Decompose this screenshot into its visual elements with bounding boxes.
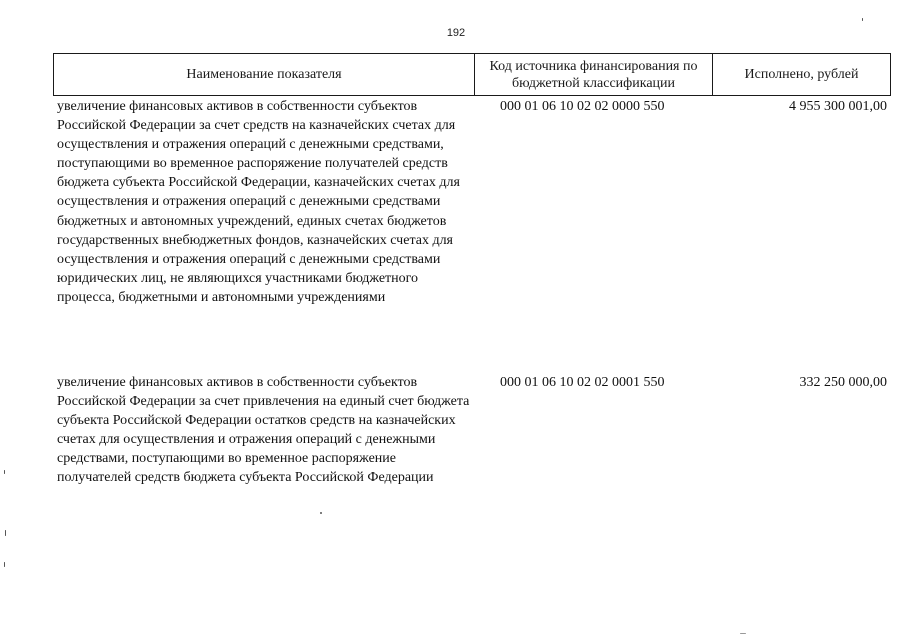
column-header-name: Наименование показателя xyxy=(54,54,475,95)
scan-speck xyxy=(4,470,5,474)
scan-speck xyxy=(320,512,322,514)
scan-speck xyxy=(4,562,5,567)
page-number: 192 xyxy=(446,27,466,39)
scan-speck xyxy=(740,633,746,634)
row-code: 000 01 06 10 02 02 0001 550 xyxy=(500,375,665,390)
scan-speck xyxy=(862,18,863,21)
scan-speck xyxy=(5,530,6,536)
row-description: увеличение финансовых активов в собственности субъектов Российской Федерации за счет средств на казначейских счетах для осуществления и отражения операций с денежными средствами, поступающими во временное распоряжение получателей средств бюджета субъекта Российской Федерации, казначейских счетах для осуществления и отражения операций с денежными средствами бюджетных и автономных учреждений, единых счетах бюджетов государственных внебюджетных фондов, казначейских счетах для осуществления и отражения операций с денежными средствами юридических лиц, не являющихся участниками бюджетного процесса, бюджетными и автономными учреждениями xyxy=(57,99,460,305)
column-header-executed: Исполнено, рублей xyxy=(744,67,859,82)
table-header xyxy=(53,53,891,96)
row-amount: 4 955 300 001,00 xyxy=(789,99,887,114)
row-description: увеличение финансовых активов в собственности субъектов Российской Федерации за счет привлечения на единый счет бюджета субъекта Российской Федерации остатков средств на казначейских счетах для осуществления и отражения операций с денежными средствами, поступающими во временное распоряжение получателей средств бюджета субъекта Российской Федерации xyxy=(57,375,470,486)
row-amount: 332 250 000,00 xyxy=(799,375,887,390)
row-code: 000 01 06 10 02 02 0000 550 xyxy=(500,99,665,114)
column-header-code: Код источника финансирования по бюджетной классификации xyxy=(475,54,713,95)
